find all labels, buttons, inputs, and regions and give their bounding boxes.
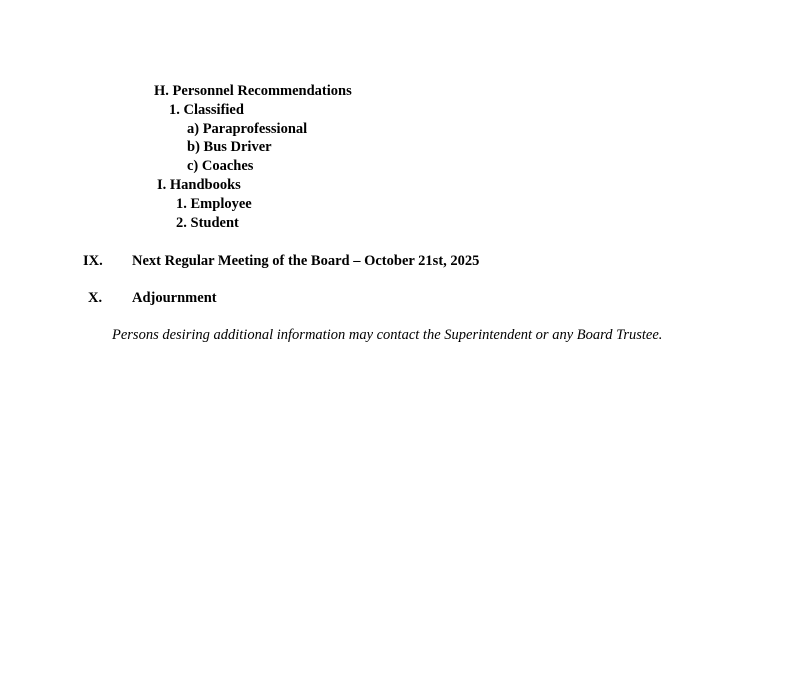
agenda-item-h-personnel-recommendations: H. Personnel Recommendations <box>154 83 352 99</box>
agenda-subitem-student: 2. Student <box>176 215 239 231</box>
agenda-subitem-employee: 1. Employee <box>176 196 252 212</box>
agenda-item-ix-number: IX. <box>83 253 103 269</box>
agenda-subitem-classified: 1. Classified <box>169 102 244 118</box>
agenda-item-ix-next-meeting: Next Regular Meeting of the Board – October 21st, 2025 <box>132 253 480 269</box>
agenda-item-x-adjournment: Adjournment <box>132 290 217 306</box>
agenda-subitem-bus-driver: b) Bus Driver <box>187 139 272 155</box>
agenda-subitem-coaches: c) Coaches <box>187 158 254 174</box>
agenda-subitem-paraprofessional: a) Paraprofessional <box>187 121 308 137</box>
agenda-item-i-handbooks: I. Handbooks <box>157 177 241 193</box>
footer-contact-note: Persons desiring additional information may contact the Superintendent or any Board Trustee. <box>112 327 663 343</box>
agenda-item-x-number: X. <box>88 290 103 306</box>
